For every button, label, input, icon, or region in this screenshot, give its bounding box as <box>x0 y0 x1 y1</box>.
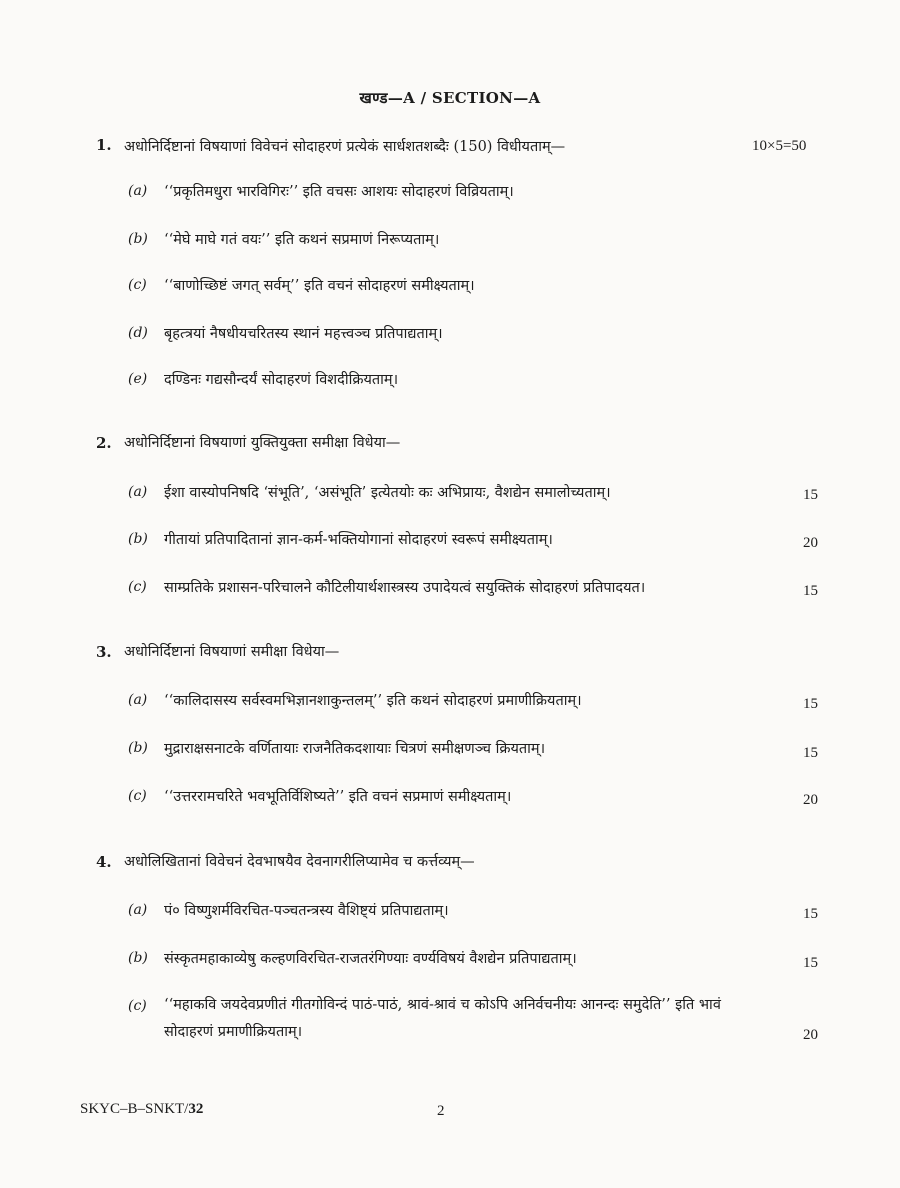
part-label: (a) <box>128 183 148 199</box>
part-label: (b) <box>128 531 148 547</box>
question-text: अधोलिखितानां विवेचनं देवभाषयैव देवनागरीलिप्यामेव च कर्त्तव्यम्— <box>124 854 475 870</box>
page-number: 2 <box>437 1103 445 1119</box>
part-text: पं० विष्णुशर्मविरचित-पञ्चतन्त्रस्य वैशिष्ट्यं प्रतिपाद्यताम्। <box>164 903 449 919</box>
part-label: (a) <box>128 484 148 500</box>
part-label: (e) <box>128 371 148 387</box>
paper-code <box>80 1101 203 1118</box>
part-marks: 20 <box>803 792 818 808</box>
part-text: ‘‘कालिदासस्य सर्वस्वमभिज्ञानशाकुन्तलम्’’ इति कथनं सोदाहरणं प्रमाणीक्रियताम्। <box>164 693 582 709</box>
part-text: ‘‘प्रकृतिमधुरा भारविगिरः’’ इति वचसः आशयः सोदाहरणं विव्रियताम्। <box>164 184 514 200</box>
question-number: 1. <box>96 136 112 154</box>
part-text: गीतायां प्रतिपादितानां ज्ञान-कर्म-भक्तियोगानां सोदाहरणं स्वरूपं समीक्ष्यताम्। <box>164 532 553 548</box>
part-marks: 15 <box>803 745 818 761</box>
part-marks: 20 <box>803 535 818 551</box>
part-marks: 15 <box>803 487 818 503</box>
part-text: साम्प्रतिके प्रशासन-परिचालने कौटिलीयार्थशास्त्रस्य उपादेयत्वं सयुक्तिकं सोदाहरणं प्रतिपादयत। <box>164 580 646 596</box>
part-label: (c) <box>128 788 147 804</box>
part-text: ‘‘बाणोच्छिष्टं जगत् सर्वम्’’ इति वचनं सोदाहरणं समीक्ष्यताम्। <box>164 278 475 294</box>
part-label: (a) <box>128 902 148 918</box>
part-label: (c) <box>128 579 147 595</box>
part-text: ‘‘उत्तररामचरिते भवभूतिर्विशिष्यते’’ इति वचनं सप्रमाणं समीक्ष्यताम्। <box>164 789 512 805</box>
part-label: (c) <box>128 277 147 293</box>
question-marks: 10×5=50 <box>752 138 807 154</box>
part-marks: 15 <box>803 955 818 971</box>
question-number: 3. <box>96 643 112 661</box>
question-number: 2. <box>96 434 112 452</box>
part-text: मुद्राराक्षसनाटके वर्णितायाः राजनैतिकदशायाः चित्रणं समीक्षणञ्च क्रियताम्। <box>164 741 546 757</box>
part-marks: 20 <box>803 1027 818 1043</box>
part-label: (a) <box>128 692 148 708</box>
question-text: अधोनिर्दिष्टानां विषयाणां युक्तियुक्ता समीक्षा विधेया— <box>124 435 401 451</box>
part-label: (d) <box>128 325 148 341</box>
part-label: (c) <box>128 998 147 1014</box>
question-number: 4. <box>96 853 112 871</box>
part-label: (b) <box>128 231 148 247</box>
part-label: (b) <box>128 740 148 756</box>
paper-code-number: 32 <box>188 1101 204 1117</box>
part-text: दण्डिनः गद्यसौन्दर्यं सोदाहरणं विशदीक्रियताम्। <box>164 372 399 388</box>
part-marks: 15 <box>803 696 818 712</box>
part-text: संस्कृतमहाकाव्येषु कल्हणविरचित-राजतरंगिण्याः वर्ण्यविषयं वैशद्येन प्रतिपाद्यताम्। <box>164 951 577 967</box>
part-label: (b) <box>128 950 148 966</box>
part-text: बृहत्त्रयां नैषधीयचरितस्य स्थानं महत्त्वञ्च प्रतिपाद्यताम्। <box>164 326 443 342</box>
question-text: अधोनिर्दिष्टानां विषयाणां समीक्षा विधेया— <box>124 644 340 660</box>
paper-code-prefix: SKYC–B–SNKT/ <box>80 1101 189 1117</box>
section-header: खण्ड—A / SECTION—A <box>359 89 541 107</box>
part-marks: 15 <box>803 906 818 922</box>
part-text: ‘‘मेघे माघे गतं वयः’’ इति कथनं सप्रमाणं निरूप्यताम्। <box>164 232 440 248</box>
part-text: ईशा वास्योपनिषदि ‘संभूति’, ‘असंभूति’ इत्येतयोः कः अभिप्रायः, वैशद्येन समालोच्यताम्। <box>164 485 611 501</box>
part-text: ‘‘महाकवि जयदेवप्रणीतं गीतगोविन्दं पाठं-पाठं, श्रावं-श्रावं च कोऽपि अनिर्वचनीयः आनन्दः समुदेति’’ इति भावं सोदाहरणं प्रमाणीक्रियताम्। <box>164 997 721 1040</box>
question-text: अधोनिर्दिष्टानां विषयाणां विवेचनं सोदाहरणं प्रत्येकं सार्धशतशब्दैः (150) विधीयताम्— <box>124 139 566 155</box>
part-marks: 15 <box>803 583 818 599</box>
